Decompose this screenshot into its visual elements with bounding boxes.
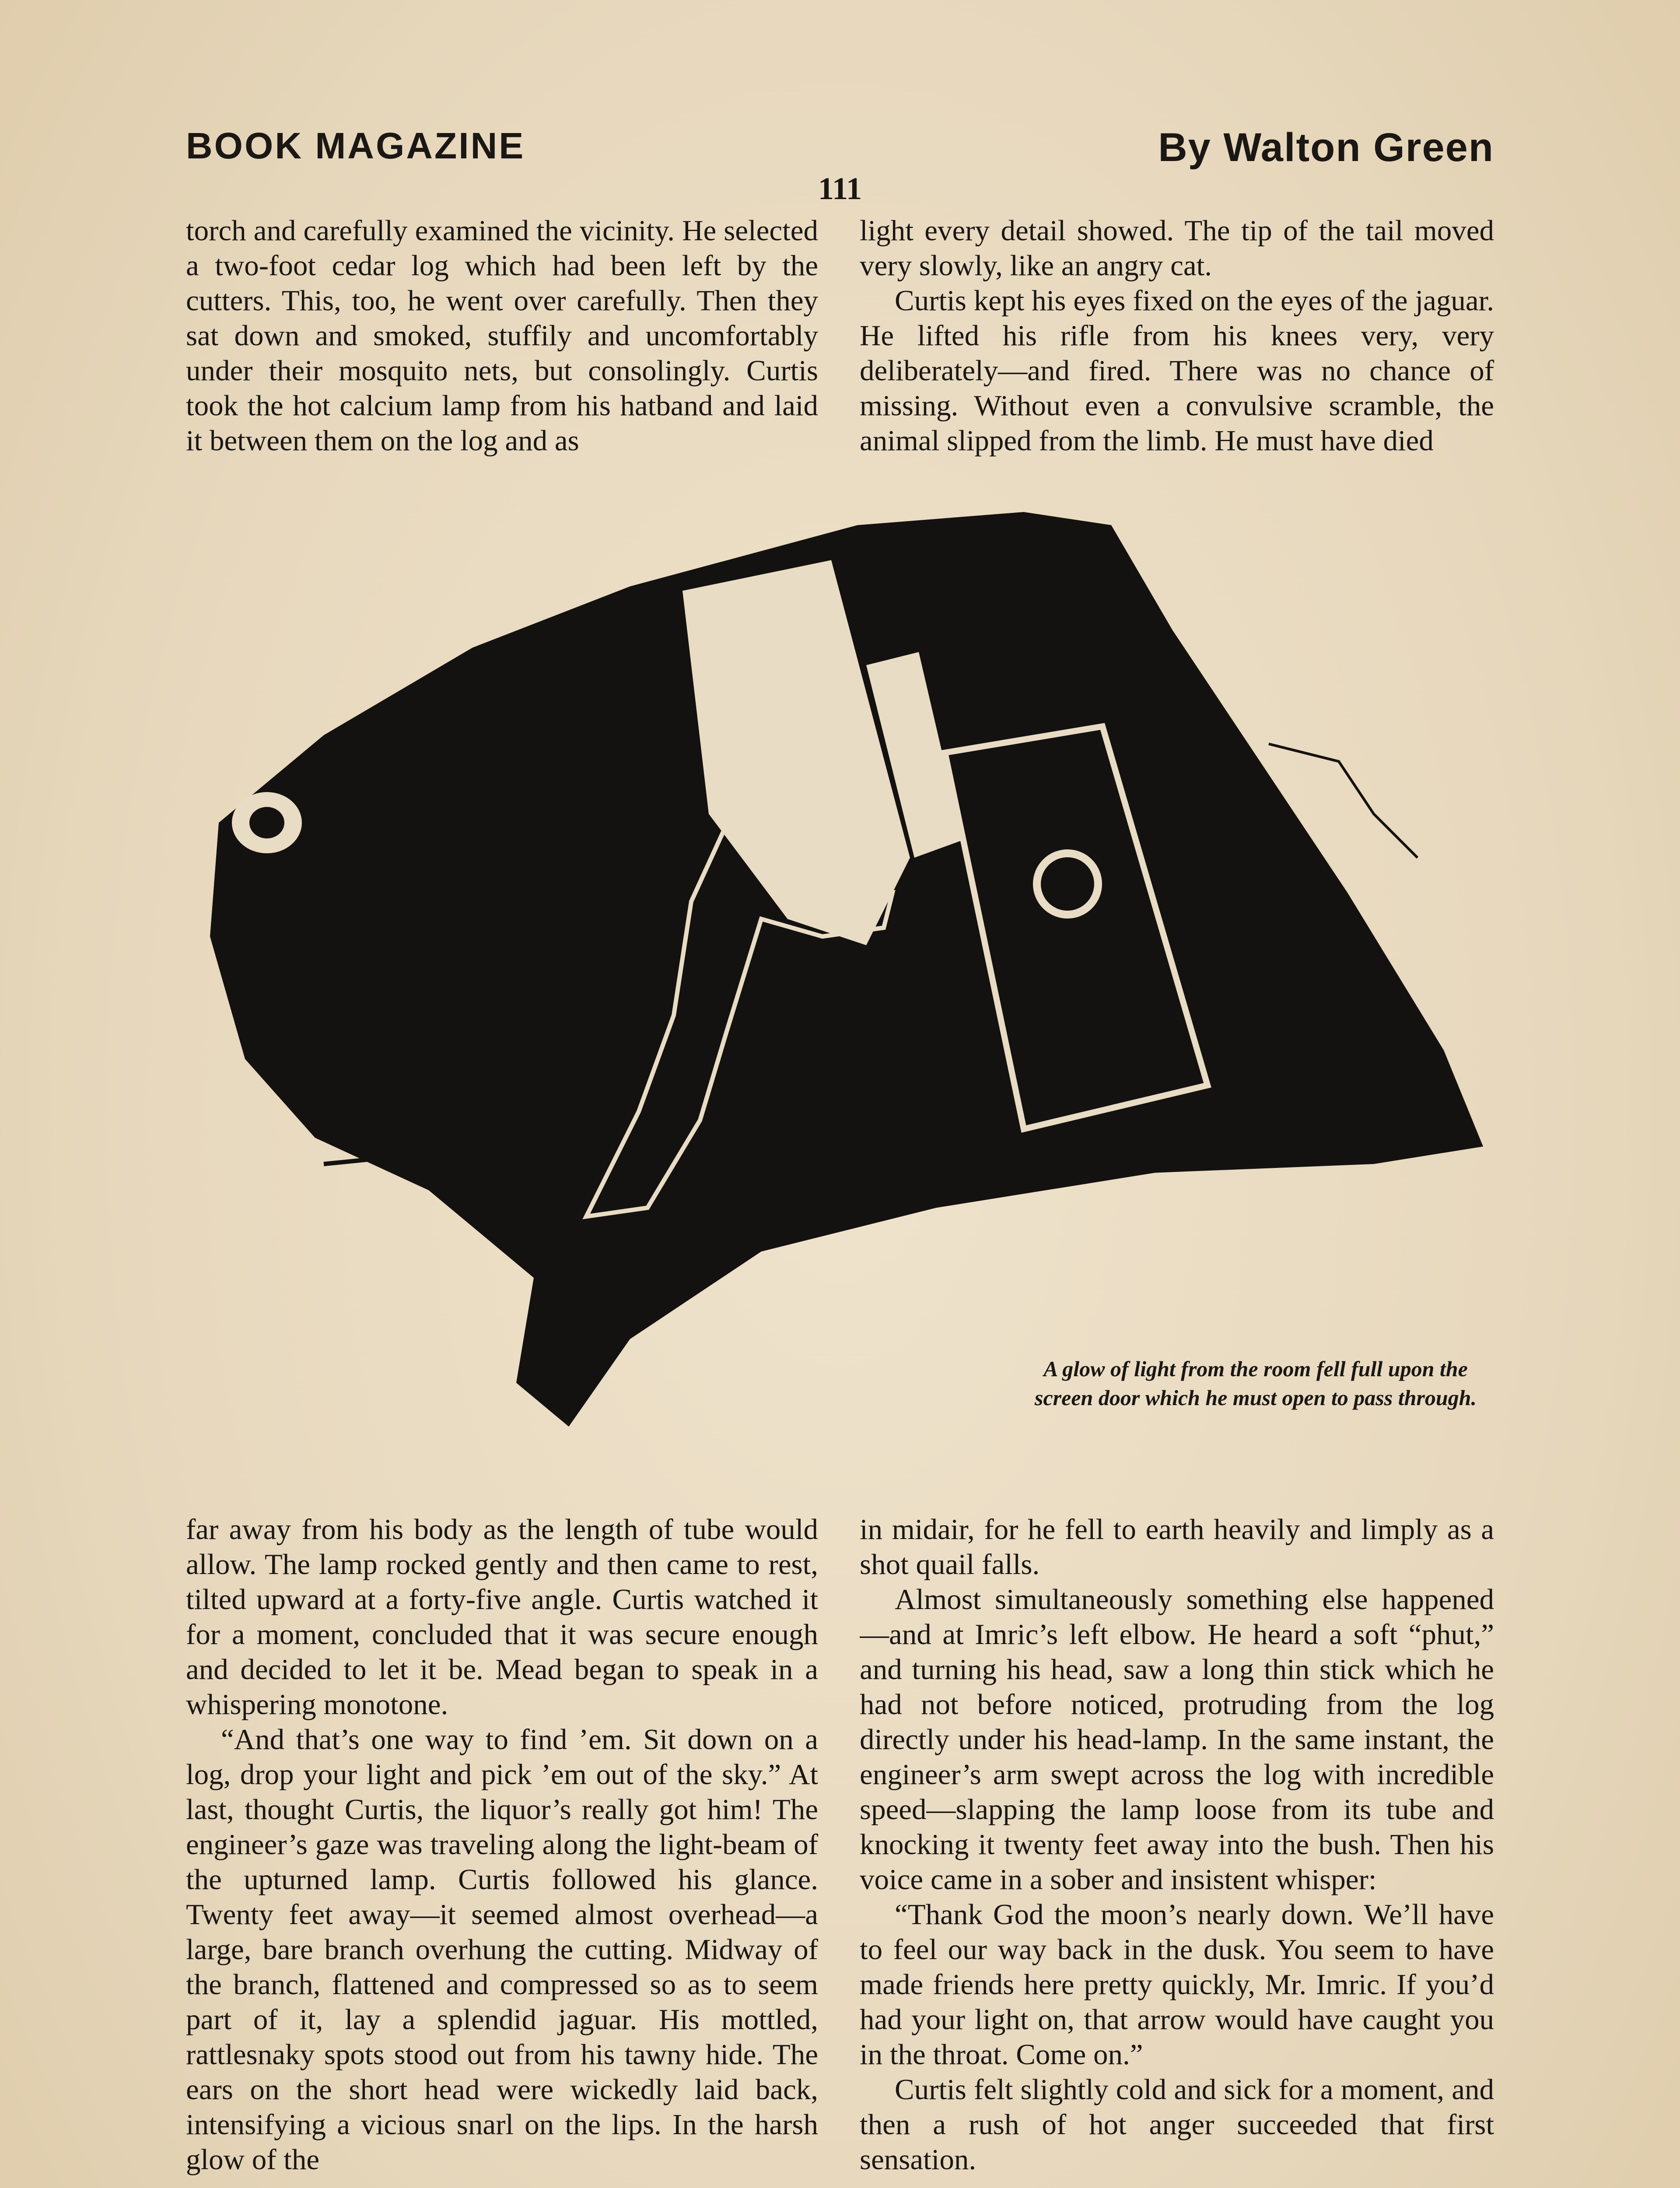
page-number: 111	[818, 171, 862, 206]
illustration-caption: A glow of light from the room fell full upon the screen door which he must open to pass through.	[1035, 1357, 1477, 1410]
paragraph: Almost simultaneously something else happened—and at Imric’s left elbow. He heard a soft “phut,” and turning his head, saw a long thin stick which he had not before noticed, protruding from the log directly under his head-lamp. In the same instant, the engineer’s arm swept across the log with incredible speed—slapping the lamp loose from its tube and knocking it twenty feet away into the bush. Then his voice came in a sober and insistent whisper:	[860, 1583, 1494, 1896]
ink-illustration	[192, 508, 1501, 1457]
paragraph: in midair, for he fell to earth heavily and limply as a shot quail falls.	[860, 1513, 1494, 1581]
paragraph: Curtis felt slightly cold and sick for a moment, and then a rush of hot anger succeeded that first sensation.	[860, 2073, 1494, 2176]
author-byline: By Walton Green	[1158, 125, 1494, 170]
column-bottom-right	[860, 1512, 1494, 2188]
paragraph: “Thank God the moon’s nearly down. We’ll have to feel our way back in the dusk. You seem to have made friends here pretty quickly, Mr. Imric. If you’d had your light on, that arrow would have caught you in the throat. Come on.”	[860, 1898, 1494, 2071]
column-bottom-left	[186, 1512, 818, 2188]
paragraph: Curtis kept his eyes fixed on the eyes of the jaguar. He lifted his rifle from his knees very, very deliberately—and fired. There was no chance of missing. Without even a convulsive scramble, the animal slipped from the limb. He must have died	[860, 284, 1494, 457]
column-top-left	[186, 213, 818, 502]
paragraph: light every detail showed. The tip of the tail moved very slowly, like an angry cat.	[860, 214, 1494, 282]
column-top-right	[860, 213, 1494, 502]
paragraph: torch and carefully examined the vicinity. He selected a two-foot cedar log which had been left by the cutters. This, too, he went over carefully. Then they sat down and smoked, stuffily and uncomfortably under their mosquito nets, but consolingly. Curtis took the hot calcium lamp from his hatband and laid it between them on the log and as	[186, 214, 818, 457]
publication-title: BOOK MAGAZINE	[186, 125, 525, 166]
paragraph: far away from his body as the length of tube would allow. The lamp rocked gently and then came to rest, tilted upward at a forty-five angle. Curtis watched it for a moment, concluded that it was secure enough and decided to let it be. Mead began to speak in a whispering monotone.	[186, 1513, 818, 1721]
paragraph: “And that’s one way to find ’em. Sit down on a log, drop your light and pick ’em out of the sky.” At last, thought Curtis, the liquor’s really got him! The engineer’s gaze was traveling along the light-beam of the upturned lamp. Curtis followed his glance. Twenty feet away—it seemed almost overhead—a large, bare branch overhung the cutting. Midway of the branch, flattened and compressed so as to seem part of it, lay a splendid jaguar. His mottled, rattlesnaky spots stood out from his tawny hide. The ears on the short head were wickedly laid back, intensifying a vicious snarl on the lips. In the harsh glow of the	[186, 1723, 818, 2176]
